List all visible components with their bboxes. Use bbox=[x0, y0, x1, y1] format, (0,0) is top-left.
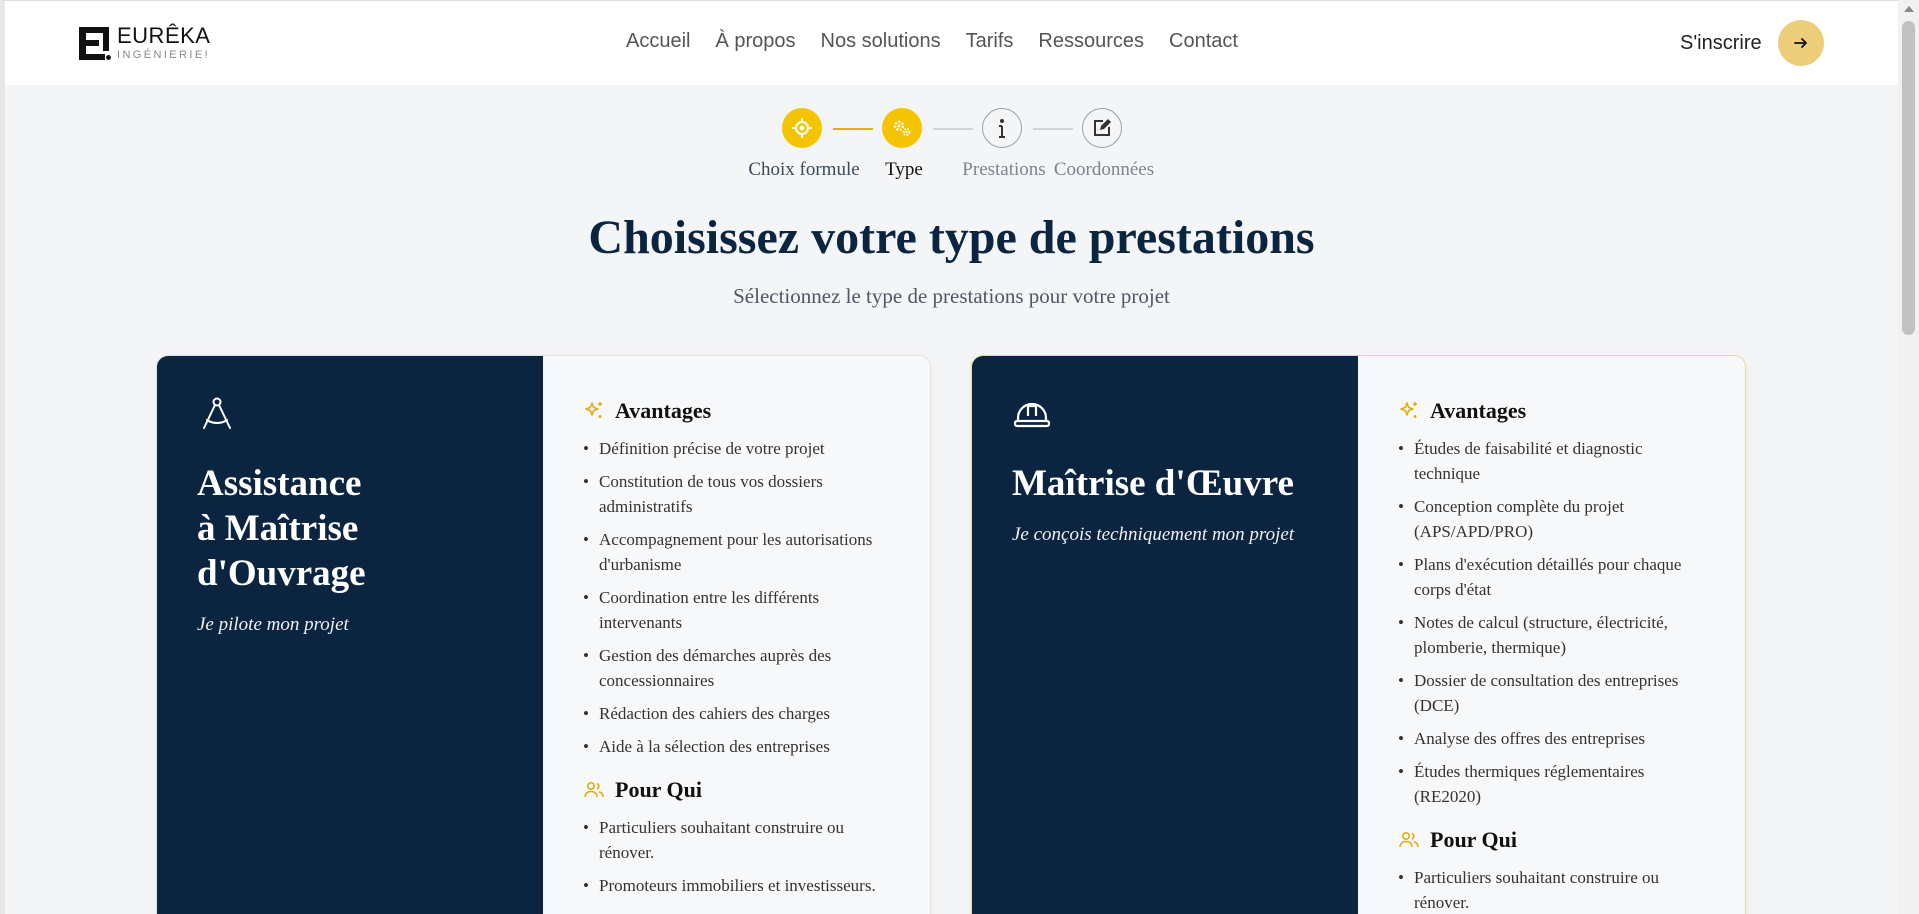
list-item: • Conception complète du projet (APS/APD/PRO) bbox=[1398, 494, 1705, 544]
list-item: • Aide à la sélection des entreprises bbox=[583, 734, 890, 759]
step-label-choix-formule: Choix formule bbox=[748, 159, 860, 180]
card-header-panel bbox=[157, 356, 543, 914]
step-label-type: Type bbox=[885, 159, 923, 180]
card-title: Maîtrise d'Œuvre bbox=[1012, 463, 1294, 504]
option-card-moe[interactable] bbox=[971, 355, 1746, 914]
card-tagline: Je conçois techniquement mon projet bbox=[1012, 524, 1295, 545]
card-tagline: Je pilote mon projet bbox=[197, 614, 349, 635]
signup-label[interactable]: S'inscrire bbox=[1680, 31, 1762, 54]
step-coordonnees[interactable] bbox=[1082, 108, 1122, 148]
for-whom-list bbox=[1398, 865, 1705, 914]
nav-item-a-propos[interactable]: À propos bbox=[715, 30, 796, 52]
for-whom-list bbox=[583, 815, 890, 898]
list-item: • Notes de calcul (structure, électricité, plomberie, thermique) bbox=[1398, 610, 1705, 660]
step-label-coordonnees: Coordonnées bbox=[1053, 159, 1155, 180]
advantages-heading: Avantages bbox=[583, 398, 890, 424]
list-item: • Rédaction des cahiers des charges bbox=[583, 701, 890, 726]
nav-item-contact[interactable]: Contact bbox=[1169, 30, 1238, 52]
compass-icon bbox=[197, 394, 237, 434]
vertical-scrollbar[interactable] bbox=[1898, 0, 1919, 914]
list-item: • Particuliers souhaitant construire ou rénover. bbox=[583, 815, 890, 865]
advantages-heading: Avantages bbox=[1398, 398, 1705, 424]
option-card-amo[interactable] bbox=[156, 355, 931, 914]
list-item: • Particuliers souhaitant construire ou rénover. bbox=[1398, 865, 1705, 914]
step-type[interactable] bbox=[882, 108, 922, 148]
arrow-right-icon bbox=[1792, 34, 1810, 52]
signup-link[interactable] bbox=[1680, 20, 1824, 66]
brand-subtitle: INGÉNIERIE! bbox=[117, 49, 211, 61]
step-prestations[interactable] bbox=[982, 108, 1022, 148]
list-item: • Analyse des offres des entreprises bbox=[1398, 726, 1705, 751]
card-details bbox=[543, 356, 930, 914]
info-icon bbox=[992, 116, 1012, 140]
main-nav bbox=[626, 30, 1238, 53]
progress-stepper bbox=[5, 108, 1898, 188]
list-item: • Études de faisabilité et diagnostic technique bbox=[1398, 436, 1705, 486]
step-connector bbox=[933, 128, 973, 130]
scroll-up-arrow-icon[interactable] bbox=[1904, 6, 1914, 12]
signup-button[interactable] bbox=[1778, 20, 1824, 66]
step-connector bbox=[1033, 128, 1073, 130]
list-item: • Plans d'exécution détaillés pour chaque corps d'état bbox=[1398, 552, 1705, 602]
page-title: Choisissez votre type de prestations bbox=[588, 211, 1315, 264]
hard-hat-icon bbox=[1012, 394, 1052, 434]
for-whom-heading: Pour Qui bbox=[583, 777, 890, 803]
nav-item-nos-solutions[interactable]: Nos solutions bbox=[820, 30, 941, 52]
edit-icon bbox=[1091, 117, 1113, 139]
users-icon bbox=[583, 779, 605, 801]
step-connector bbox=[833, 128, 873, 130]
nav-item-ressources[interactable]: Ressources bbox=[1038, 30, 1145, 52]
list-item: • Constitution de tous vos dossiers administratifs bbox=[583, 469, 890, 519]
list-item: • Promoteurs immobiliers et investisseurs. bbox=[583, 873, 890, 898]
card-header-panel bbox=[972, 356, 1358, 914]
step-label-prestations: Prestations bbox=[962, 159, 1046, 180]
list-item: • Coordination entre les différents intervenants bbox=[583, 585, 890, 635]
gears-icon bbox=[890, 116, 914, 140]
list-item: • Gestion des démarches auprès des concessionnaires bbox=[583, 643, 890, 693]
brand-name: EURÊKA bbox=[117, 23, 211, 48]
scrollbar-thumb[interactable] bbox=[1902, 21, 1915, 335]
list-item: • Dossier de consultation des entreprises (DCE) bbox=[1398, 668, 1705, 718]
users-icon bbox=[1398, 829, 1420, 851]
page-subtitle: Sélectionnez le type de prestations pour votre projet bbox=[733, 284, 1170, 308]
step-choix-formule[interactable] bbox=[782, 108, 822, 148]
list-item: • Accompagnement pour les autorisations d'urbanisme bbox=[583, 527, 890, 577]
list-item: • Études thermiques réglementaires (RE2020) bbox=[1398, 759, 1705, 809]
site-header bbox=[5, 1, 1898, 85]
brand-logo[interactable] bbox=[79, 25, 210, 61]
card-title: Assistance à Maîtrise d'Ouvrage bbox=[197, 463, 366, 594]
nav-item-accueil[interactable]: Accueil bbox=[626, 30, 691, 52]
list-item: • Définition précise de votre projet bbox=[583, 436, 890, 461]
sparkle-icon bbox=[583, 400, 605, 422]
target-icon bbox=[791, 117, 813, 139]
advantages-list bbox=[1398, 436, 1705, 809]
for-whom-heading: Pour Qui bbox=[1398, 827, 1705, 853]
nav-item-tarifs[interactable]: Tarifs bbox=[965, 30, 1014, 52]
sparkle-icon bbox=[1398, 400, 1420, 422]
card-details bbox=[1358, 356, 1745, 914]
logo-mark-icon bbox=[79, 25, 111, 61]
advantages-list bbox=[583, 436, 890, 759]
